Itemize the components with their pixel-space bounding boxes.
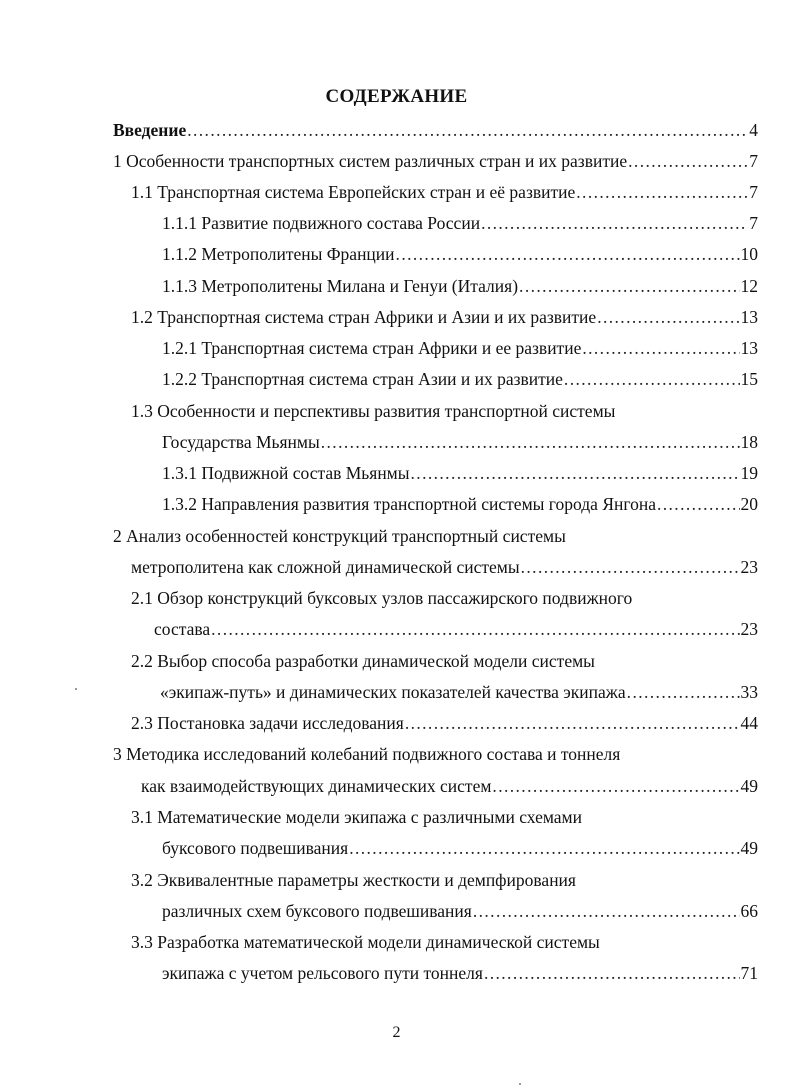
toc-entry-text: 1.2.2 Транспортная система стран Азии и их развитие [162,369,563,389]
leader-dots [521,557,740,577]
toc-entry-3-line1: 3 Методика исследований колебаний подвижного состава и тоннеля [113,744,621,764]
toc-entry-1-1[interactable] [131,182,758,202]
toc-entry-text: 1.2 Транспортная система стран Африки и Азии и их развитие [131,307,597,327]
leader-dots [628,151,748,171]
toc-entry-1-1-3[interactable] [162,276,758,296]
toc-entry-text: как взаимодействующих динамических систем [141,776,492,796]
scan-speck [519,1083,521,1085]
toc-entry-page: 44 [740,713,758,733]
toc-entry-page: 7 [749,182,758,202]
leader-dots [627,682,740,702]
toc-entry-1-1-2[interactable] [162,244,758,264]
toc-entry-text: 1.1 Транспортная система Европейских стран и её развитие [131,182,576,202]
toc-entry-1-2-1[interactable] [162,338,758,358]
leader-dots [582,338,739,358]
toc-entry-page: 10 [740,244,758,264]
toc-entry-2-2-line1: 2.2 Выбор способа разработки динамической модели системы [131,651,595,671]
toc-entry-page: 23 [740,557,758,577]
leader-dots [519,276,739,296]
toc-entry-page: 49 [740,776,758,796]
page-number: 2 [392,1024,401,1041]
page-title: СОДЕРЖАНИЕ [325,86,468,107]
toc-entry-page: 23 [740,619,758,639]
toc-entry-page: 12 [740,276,758,296]
toc-entry-page: 4 [749,120,758,140]
toc-entry-text: буксового подвешивания [162,838,349,858]
toc-entry-1-2[interactable] [131,307,758,327]
leader-dots [564,369,740,389]
toc-entry-3-3[interactable] [162,963,758,983]
toc-entry-text: «экипаж-путь» и динамических показателей качества экипажа [160,682,626,702]
leader-dots [321,432,740,452]
toc-entry-text: 1.3.2 Направления развития транспортной системы города Янгона [162,494,656,514]
toc-entry-page: 15 [740,369,758,389]
toc-entry-text: Введение [113,120,187,140]
toc-entry-1-2-2[interactable] [162,369,758,389]
toc-entry-2-1[interactable] [154,619,758,639]
toc-entry-intro[interactable] [113,120,758,140]
toc-entry-text: 2.3 Постановка задачи исследования [131,713,404,733]
toc-entry-2-3[interactable] [131,713,758,733]
toc-entry-text: состава [154,619,211,639]
scan-speck [75,688,77,690]
toc-entry-page: 71 [740,963,758,983]
toc-entry-3-1-line1: 3.1 Математические модели экипажа с различными схемами [131,807,583,827]
toc-entry-text: 1.1.1 Развитие подвижного состава России [162,213,481,233]
toc-entry-2[interactable] [131,557,758,577]
toc-entry-2-line1: 2 Анализ особенностей конструкций транспортный системы [113,526,566,546]
toc-entry-3-1[interactable] [162,838,758,858]
toc-entry-page: 66 [740,901,758,921]
toc-entry-1-3-line1: 1.3 Особенности и перспективы развития транспортной системы [131,401,616,421]
toc-entry-1-1-1[interactable] [162,213,758,233]
toc-entry-3-3-line1: 3.3 Разработка математической модели динамической системы [131,932,600,952]
leader-dots [396,244,740,264]
toc-entry-page: 33 [740,682,758,702]
leader-dots [576,182,748,202]
leader-dots [492,776,739,796]
toc-entry-text: 1.1.2 Метрополитены Франции [162,244,395,264]
toc-entry-text: метрополитена как сложной динамической системы [131,557,520,577]
leader-dots [405,713,740,733]
leader-dots [187,120,748,140]
toc-entry-3-2-line1: 3.2 Эквивалентные параметры жесткости и демпфирования [131,870,576,890]
toc-entry-2-2[interactable] [160,682,758,702]
toc-entry-page: 20 [740,494,758,514]
toc-entry-text: экипажа с учетом рельсового пути тоннеля [162,963,483,983]
toc-entry-text: 1.2.1 Транспортная система стран Африки и ее развитие [162,338,582,358]
leader-dots [481,213,748,233]
leader-dots [411,463,740,483]
toc-entry-2-1-line1: 2.1 Обзор конструкций буксовых узлов пассажирского подвижного [131,588,633,608]
toc-entry-text: Государства Мьянмы [162,432,320,452]
leader-dots [597,307,739,327]
toc-entry-page: 49 [740,838,758,858]
toc-entry-page: 7 [749,151,758,171]
toc-entry-1[interactable] [113,151,758,171]
toc-entry-text: 1 Особенности транспортных систем различных стран и их развитие [113,151,628,171]
toc-entry-3-2[interactable] [162,901,758,921]
toc-entry-page: 13 [740,307,758,327]
leader-dots [211,619,739,639]
leader-dots [484,963,740,983]
toc-entry-3[interactable] [141,776,758,796]
toc-entry-page: 19 [740,463,758,483]
toc-entry-1-3[interactable] [162,432,758,452]
toc-entry-text: различных схем буксового подвешивания [162,901,472,921]
leader-dots [473,901,740,921]
toc-entry-text: 1.3.1 Подвижной состав Мьянмы [162,463,410,483]
leader-dots [349,838,739,858]
leader-dots [657,494,740,514]
toc-entry-page: 13 [740,338,758,358]
toc-entry-1-3-2[interactable] [162,494,758,514]
toc-entry-page: 18 [740,432,758,452]
toc-entry-page: 7 [749,213,758,233]
toc-entry-text: 1.1.3 Метрополитены Милана и Генуи (Италия) [162,276,519,296]
toc-entry-1-3-1[interactable] [162,463,758,483]
